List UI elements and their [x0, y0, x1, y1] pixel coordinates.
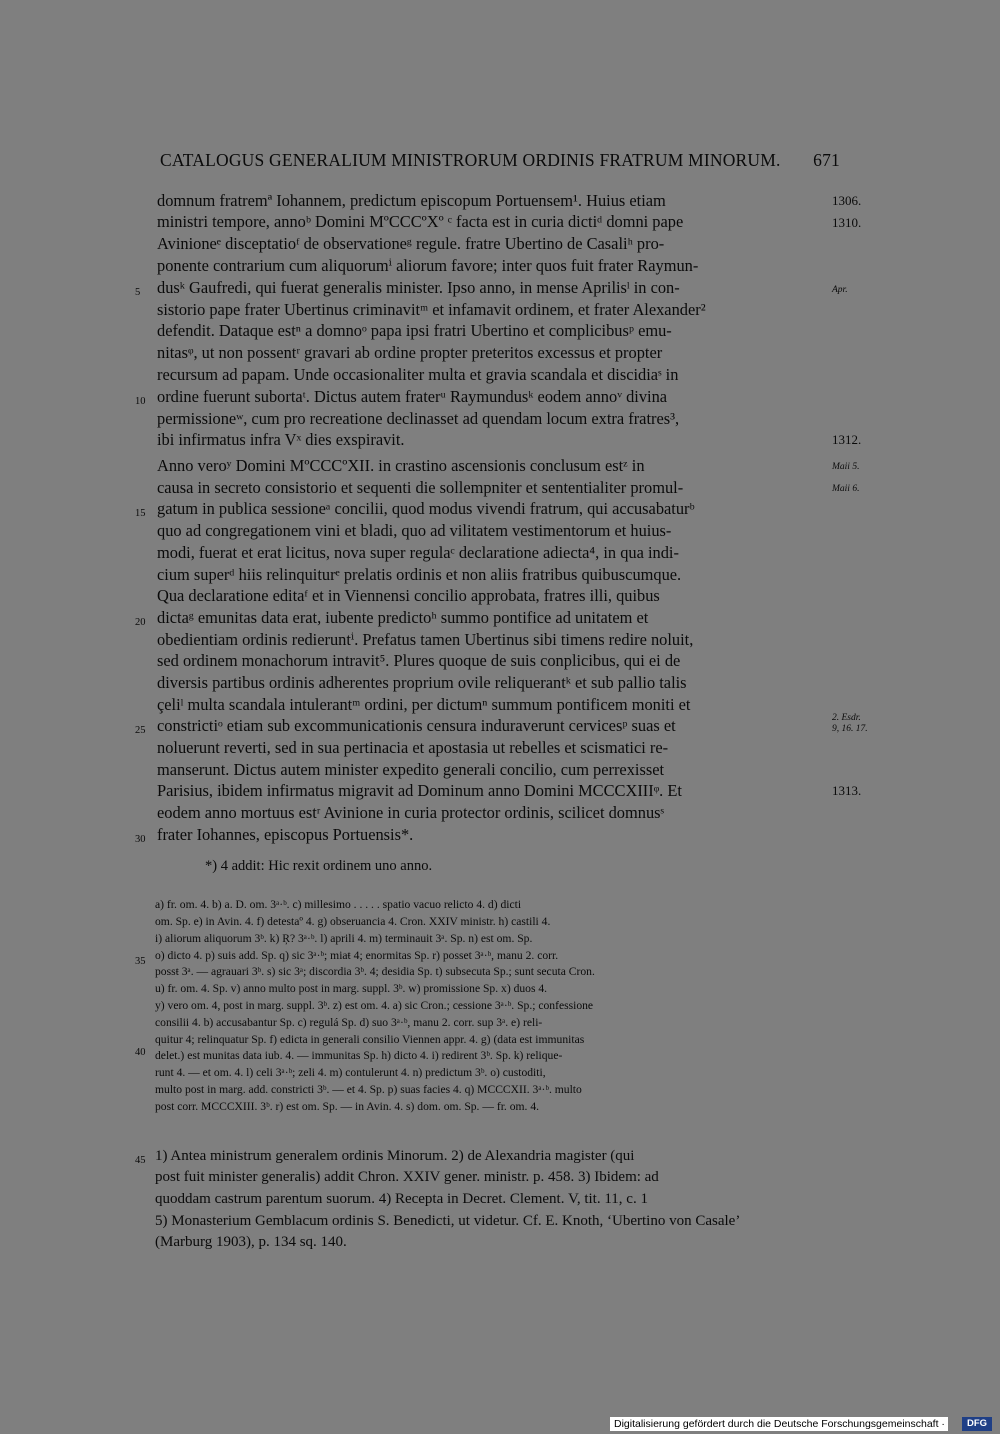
text-line: manserunt. Dictus autem minister expedito generali concilio, cum perrexisset: [157, 760, 665, 779]
text-line: Anno veroʸ Domini MºCCCºXII. in crastino ascensionis conclusum estᶻ in: [157, 456, 645, 475]
digitization-credit: Digitalisierung gefördert durch die Deutsche Forschungsgemeinschaft ·: [610, 1417, 948, 1431]
text-line: gatum in publica sessioneᵃ concilii, quod modus vivendi fratrum, qui accusabaturᵇ: [157, 499, 695, 518]
line-number: 35: [135, 956, 146, 967]
variant-line: consilii 4. b) accusabantur Sp. c) regulá Sp. d) suo 3ᵃ·ᵇ, manu 2. corr. sup 3ᵃ. e) reli-: [155, 1016, 543, 1029]
variant-line: a) fr. om. 4. b) a. D. om. 3ᵃ·ᵇ. c) millesimo . . . . . spatio vacuo relicto 4. d) dicti: [155, 898, 522, 911]
text-line: quo ad congregationem vini et bladi, quo ad vilitatem vestimentorum et huius-: [157, 521, 672, 540]
variant-line: o) dicto 4. p) suis add. Sp. q) sic 3ᵃ·ᵇ; miaŧ 4; enormitas Sp. r) posset 3ᵃ·ᵇ, manu 2. corr.: [155, 949, 559, 962]
text-line: Avinioneᵉ disceptatioᶠ de observationeᵍ regule. fratre Ubertino de Casaliʰ pro-: [157, 234, 665, 253]
variant-line: y) vero om. 4, post in marg. suppl. 3ᵇ. z) est om. 4. a) sic Cron.; cessione 3ᵃ·ᵇ. Sp.; confessione: [155, 999, 594, 1012]
addit-note: *) 4 addit: Hic rexit ordinem uno anno.: [205, 858, 433, 874]
margin-date: 1306.: [832, 193, 862, 208]
text-line: eodem anno mortuus estʳ Avinione in curia protector ordinis, scilicet domnusˢ: [157, 803, 665, 822]
running-title: CATALOGUS GENERALIUM MINISTRORUM ORDINIS FRATRUM MINORUM.: [160, 150, 781, 170]
margin-date: 1312.: [832, 432, 862, 447]
margin-date: 1310.: [832, 215, 862, 230]
footnote-line: quoddam castrum parentum suorum. 4) Recepta in Decret. Clement. V, tit. 11, c. 1: [155, 1191, 648, 1207]
line-number: 15: [135, 508, 146, 519]
footnote-line: 5) Monasterium Gemblacum ordinis S. Benedicti, ut videtur. Cf. E. Knoth, ‘Ubertino von Casale’: [155, 1213, 741, 1229]
text-line: obedientiam ordinis redieruntⁱ. Prefatus tamen Ubertinus sibi timens redire noluit,: [157, 630, 694, 649]
variant-line: possŧ 3ᵃ. — agrauari 3ᵇ. s) sic 3ᵃ; discordia 3ᵇ. 4; desidia Sp. t) subsecuta Sp.; sunt secuta Cron.: [155, 965, 595, 978]
text-line: dictaᵍ emunitas data erat, iubente predictoʰ summo pontifice ad unitatem et: [157, 608, 649, 627]
margin-date: 2. Esdr.: [832, 713, 861, 723]
text-line: ibi infirmatus infra Vˣ dies exspiravit.: [157, 430, 405, 449]
line-number: 10: [135, 396, 146, 407]
text-line: ministri tempore, annoᵇ Domini MºCCCºXº ᶜ facta est in curia dictiᵈ domni pape: [157, 212, 684, 231]
line-number: 5: [135, 287, 141, 298]
line-number: 40: [135, 1047, 146, 1058]
text-line: ordine fuerunt subortaᵗ. Dictus autem fraterᵘ Raymundusᵏ eodem annoᵛ divina: [157, 387, 668, 406]
text-line: causa in secreto consistorio et sequenti die sollempniter et sententialiter promul-: [157, 478, 684, 497]
line-number: 45: [135, 1155, 146, 1166]
text-line: noluerunt reverti, sed in sua pertinacia et apostasia ut rebelles et scismatici re-: [157, 738, 669, 757]
footnote-line: post fuit minister generalis) addit Chron. XXIV gener. ministr. p. 458. 3) Ibidem: ad: [155, 1169, 659, 1185]
text-line: nitasᵠ, ut non possentʳ gravari ab ordine propter preteritos excessus et propter: [157, 343, 663, 362]
variant-line: runt 4. — et om. 4. l) celi 3ᵃ·ᵇ; zeli 4. m) contulerunt 4. n) predictum 3ᵇ. o) custoditi,: [155, 1066, 546, 1079]
margin-date: 9, 16. 17.: [832, 724, 868, 734]
text-line: sed ordinem monachorum intravit⁵. Plures quoque de suis conplicibus, qui ei de: [157, 651, 681, 670]
footnote-line: 1) Antea ministrum generalem ordinis Minorum. 2) de Alexandria magister (qui: [155, 1148, 635, 1164]
margin-date: Maii 6.: [832, 484, 860, 494]
text-line: recursum ad papam. Unde occasionaliter multa et gravia scandala et discidiaˢ in: [157, 365, 679, 384]
dfg-logo: DFG: [962, 1417, 992, 1431]
text-line: constrictiᵒ etiam sub excommunicationis censura induraverunt cervicesᵖ suas et: [157, 716, 676, 735]
text-line: diversis partibus ordinis adherentes proprium ovile reliquerantᵏ et sub pallio talis: [157, 673, 687, 692]
variant-line: i) aliorum aliquorum 3ᵇ. k) Ŗ? 3ᵃ·ᵇ. l) aprili 4. m) terminauit 3ᵃ. Sp. n) est om. Sp.: [155, 932, 533, 945]
variant-line: om. Sp. e) in Avin. 4. f) detestaº 4. g) obseruancia 4. Cron. XXIV ministr. h) castili 4.: [155, 915, 551, 928]
text-line: çeliˡ multa scandala intulerantᵐ ordini, per dictumⁿ summum pontificem moniti et: [157, 695, 691, 714]
margin-date: Maii 5.: [832, 462, 860, 472]
running-header: [160, 150, 840, 171]
line-number: 30: [135, 834, 146, 845]
page-number: 671: [813, 150, 840, 170]
text-line: defendit. Dataque estⁿ a domnoᵒ papa ipsi fratri Ubertino et complicibusᵖ emu-: [157, 321, 672, 340]
text-line: ponente contrarium cum aliquorumⁱ aliorum favore; inter quos fuit frater Raymun-: [157, 256, 699, 275]
text-line: modi, fuerat et erat licitus, nova super regulaᶜ declaratione adiecta⁴, in qua indi-: [157, 543, 679, 562]
text-line: frater Iohannes, episcopus Portuensis*.: [157, 825, 414, 844]
margin-date: 1313.: [832, 783, 862, 798]
variant-line: u) fr. om. 4. Sp. v) anno multo post in marg. suppl. 3ᵇ. w) promissione Sp. x) duos 4.: [155, 982, 548, 995]
text-line: Parisius, ibidem infirmatus migravit ad Dominum anno Domini MCCCXIIIᵠ. Et: [157, 781, 682, 800]
variant-line: multo post in marg. add. constricti 3ᵇ. — et 4. Sp. p) suas facies 4. q) MCCCXII. 3ᵃ·ᵇ. multo: [155, 1083, 582, 1096]
line-number: 20: [135, 617, 146, 628]
text-line: permissioneʷ, cum pro recreatione declinasset ad quendam locum extra fratres³,: [157, 409, 680, 428]
line-number: 25: [135, 725, 146, 736]
text-line: dusᵏ Gaufredi, qui fuerat generalis minister. Ipso anno, in mense Aprilisˡ in con-: [157, 278, 680, 297]
variant-line: post corr. MCCCXIII. 3ᵇ. r) est om. Sp. — in Avin. 4. s) dom. om. Sp. — fr. om. 4.: [155, 1100, 540, 1113]
margin-date: Apr.: [832, 285, 848, 295]
text-line: sistorio pape frater Ubertinus criminavitᵐ et infamavit ordinem, et frater Alexander²: [157, 300, 706, 319]
variant-line: quitur 4; relinquatur Sp. f) edicta in generali consilio Viennen appr. 4. g) (data est immunitas: [155, 1033, 585, 1046]
text-line: cium superᵈ hiis relinquiturᵉ prelatis ordinis et non aliis fratribus quibuscumque.: [157, 565, 682, 584]
variant-line: delet.) est munitas data iub. 4. — immunitas Sp. h) dicto 4. i) redirent 3ᵇ. Sp. k) relique-: [155, 1049, 563, 1062]
text-line: domnum fratremª Iohannem, predictum episcopum Portuensem¹. Huius etiam: [157, 191, 666, 210]
text-line: Qua declaratione editaᶠ et in Viennensi concilio approbata, fratres illi, quibus: [157, 586, 660, 605]
footnote-line: (Marburg 1903), p. 134 sq. 140.: [155, 1234, 347, 1250]
